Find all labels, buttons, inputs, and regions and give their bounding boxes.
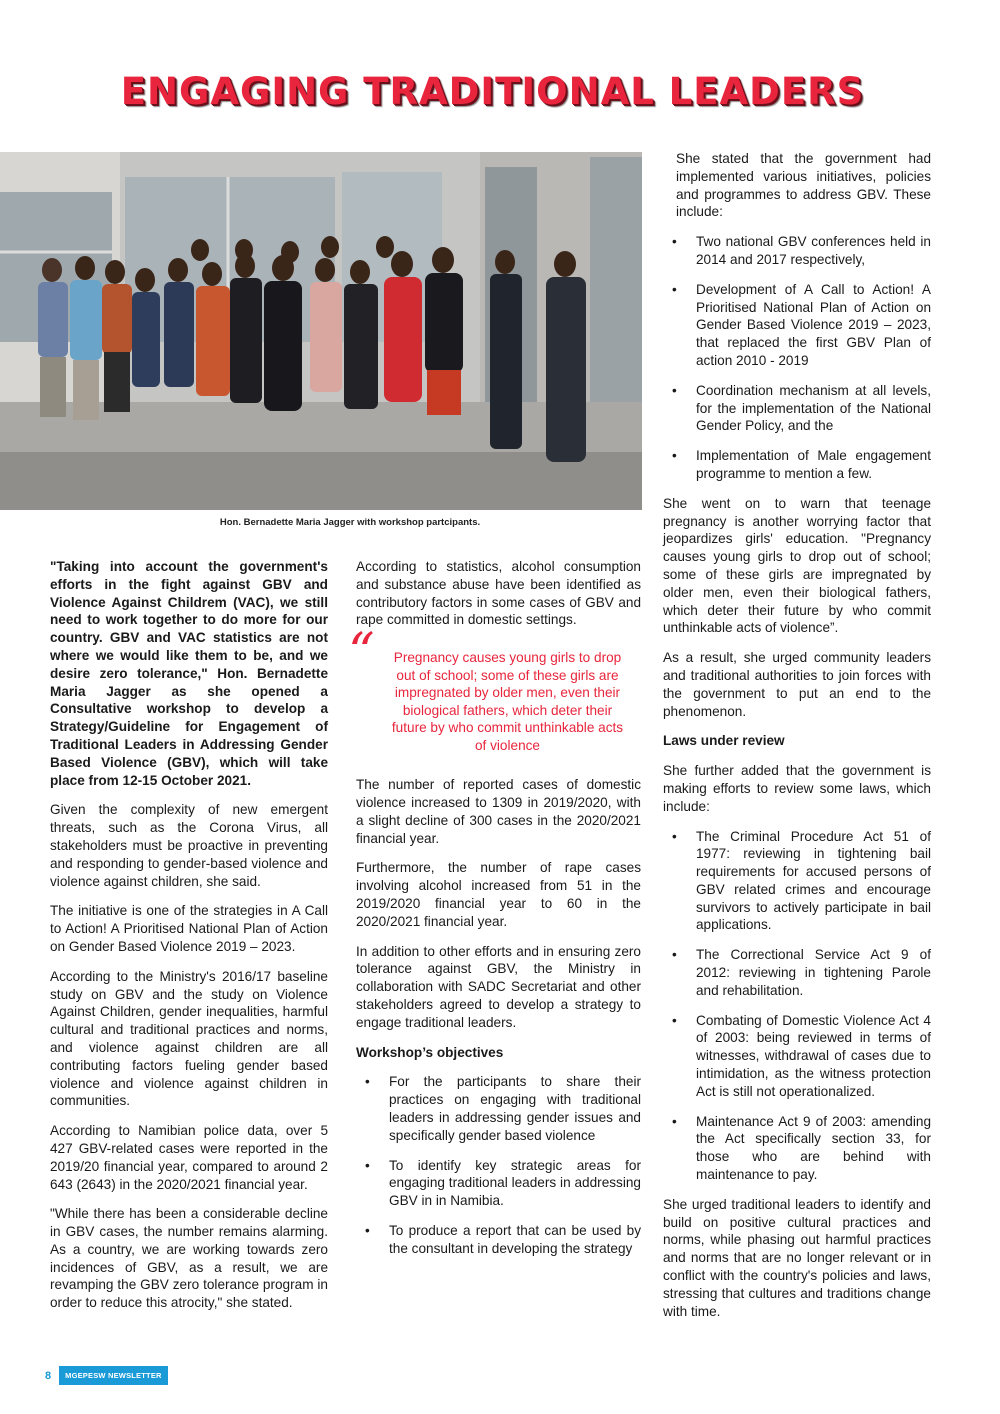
list-item: • Implementation of Male engagement programme to mention a few. <box>663 447 931 483</box>
paragraph: She went on to warn that teenage pregnancy is another worrying factor that jeopardizes girls' education. "Pregnancy causes young girls to drop out of school; some of these girls are impregnated by older men, even their biological fathers, which deter their future by who commit unthinkable acts of violence”. <box>663 495 931 636</box>
list-item: • Development of A Call to Action! A Prioritised National Plan of Action on Gender Based Violence 2019 – 2023, that replaced the first GBV Plan of action 2010 - 2019 <box>663 281 931 370</box>
page-number: 8 <box>45 1369 52 1382</box>
group-photo <box>0 152 642 510</box>
list-item: • Maintenance Act 9 of 2003: amending the Act specifically section 33, for those who are behind with maintenance to pay. <box>663 1113 931 1184</box>
column-right <box>663 150 931 1332</box>
paragraph: She stated that the government had implemented various initiatives, policies and programmes to address GBV. These include: <box>676 151 931 220</box>
paragraph: According to Namibian police data, over 5 427 GBV-related cases were reported in the 2019/20 financial year, compared to around 2 643 (2643) in the 2020/2021 financial year. <box>50 1123 328 1192</box>
page-footer <box>45 1366 168 1385</box>
section-heading: Laws under review <box>663 733 785 749</box>
paragraph: According to statistics, alcohol consumption and substance abuse have been identified as contributory factors in some cases of GBV and rape committed in domestic settings. <box>356 559 641 628</box>
initiatives-list <box>663 233 931 483</box>
pull-quote-text: Pregnancy causes young girls to drop out of school; some of these girls are impregnated by older men, even their biological fathers, which deter their future by who commit unthinkable acts of violence <box>391 650 624 753</box>
list-item: • For the participants to share their practices on engaging with traditional leaders in addressing gender issues and specifically gender based violence <box>356 1073 641 1144</box>
section-heading: Workshop’s objectives <box>356 1044 504 1060</box>
paragraph: In addition to other efforts and in ensuring zero tolerance against GBV, the Ministry in collaboration with SADC Secretariat and other stakeholders agreed to develop a strategy to engage traditional leaders. <box>356 943 641 1030</box>
list-item: • To produce a report that can be used by the consultant in developing the strategy <box>356 1222 641 1258</box>
laws-list <box>663 828 931 1184</box>
list-item: • Combating of Domestic Violence Act 4 of 2003: being reviewed in terms of witnesses, withdrawal of cases due to intimidation, as the witness protection Act is still not operationalized. <box>663 1012 931 1101</box>
newsletter-badge: MGEPESW NEWSLETTER <box>59 1366 168 1385</box>
pull-quote <box>348 623 641 754</box>
photo-caption: Hon. Bernadette Maria Jagger with workshop partcipants. <box>219 517 481 528</box>
page-title: ENGAGING TRADITIONAL LEADERS <box>120 70 865 113</box>
quote-mark-icon: “ <box>348 623 375 684</box>
paragraph: As a result, she urged community leaders and traditional authorities to join forces with the government to put an end to the phenomenon. <box>663 650 931 719</box>
list-item: • The Correctional Service Act 9 of 2012: reviewing in tightening Parole and rehabilitation. <box>663 946 931 999</box>
paragraph: Given the complexity of new emergent threats, such as the Corona Virus, all stakeholders must be proactive in preventing and responding to gender-based violence and violence against children, she said. <box>50 802 328 889</box>
column-left <box>50 558 328 1324</box>
paragraph: Furthermore, the number of rape cases involving alcohol increased from 51 in the 2019/2020 financial year to 60 in the 2020/2021 financial year. <box>356 860 641 929</box>
paragraph: The initiative is one of the strategies in A Call to Action! A Prioritised National Plan of Action on Gender Based Violence 2019 – 2023. <box>50 903 328 954</box>
paragraph: The number of reported cases of domestic violence increased to 1309 in 2019/2020, with a slight decline of 300 cases in the 2020/2021 financial year. <box>356 777 641 846</box>
objectives-list <box>356 1073 641 1257</box>
list-item: • The Criminal Procedure Act 51 of 1977: reviewing in tightening bail requirements for accused persons of GBV related crimes and encourage survivors to actively participate in bail applications. <box>663 828 931 935</box>
paragraph: "While there has been a considerable decline in GBV cases, the number remains alarming. As a country, we are working towards zero incidences of GBV, as a result, we are revamping the GBV zero tolerance program in order to reduce this atrocity," she stated. <box>50 1206 328 1311</box>
column-middle <box>348 558 641 1270</box>
list-item: • Two national GBV conferences held in 2014 and 2017 respectively, <box>663 233 931 269</box>
paragraph: She further added that the government is making efforts to review some laws, which include: <box>663 763 931 814</box>
paragraph: According to the Ministry's 2016/17 baseline study on GBV and the study on Violence Against Children, gender inequalities, harmful cultural and traditional practices and norms, and violence against children are all contributing factors fueling gender based violence and violence against children in communities. <box>50 968 328 1109</box>
list-item: • To identify key strategic areas for engaging traditional leaders in addressing GBV in in Namibia. <box>356 1157 641 1210</box>
paragraph: She urged traditional leaders to identify and build on positive cultural practices and norms, while phasing out harmful practices and norms that are no longer relevant or in conflict with the country's policies and laws, stressing that cultures and traditions change with time. <box>663 1196 931 1319</box>
list-item: • Coordination mechanism at all levels, for the implementation of the National Gender Policy, and the <box>663 382 931 435</box>
lead-paragraph: "Taking into account the government's efforts in the fight against GBV and Violence Against Childrem (VAC), we still need to work together to do more for our country. GBV and VAC statistics are not where we would like them to be, and we desire zero tolerance," Hon. Bernadette Maria Jagger as she opened a Consultative workshop to develop a Strategy/Guideline for Engagement of Traditional Leaders in Addressing Gender Based Violence (GBV), which will take place from 12-15 October 2021. <box>50 559 328 788</box>
